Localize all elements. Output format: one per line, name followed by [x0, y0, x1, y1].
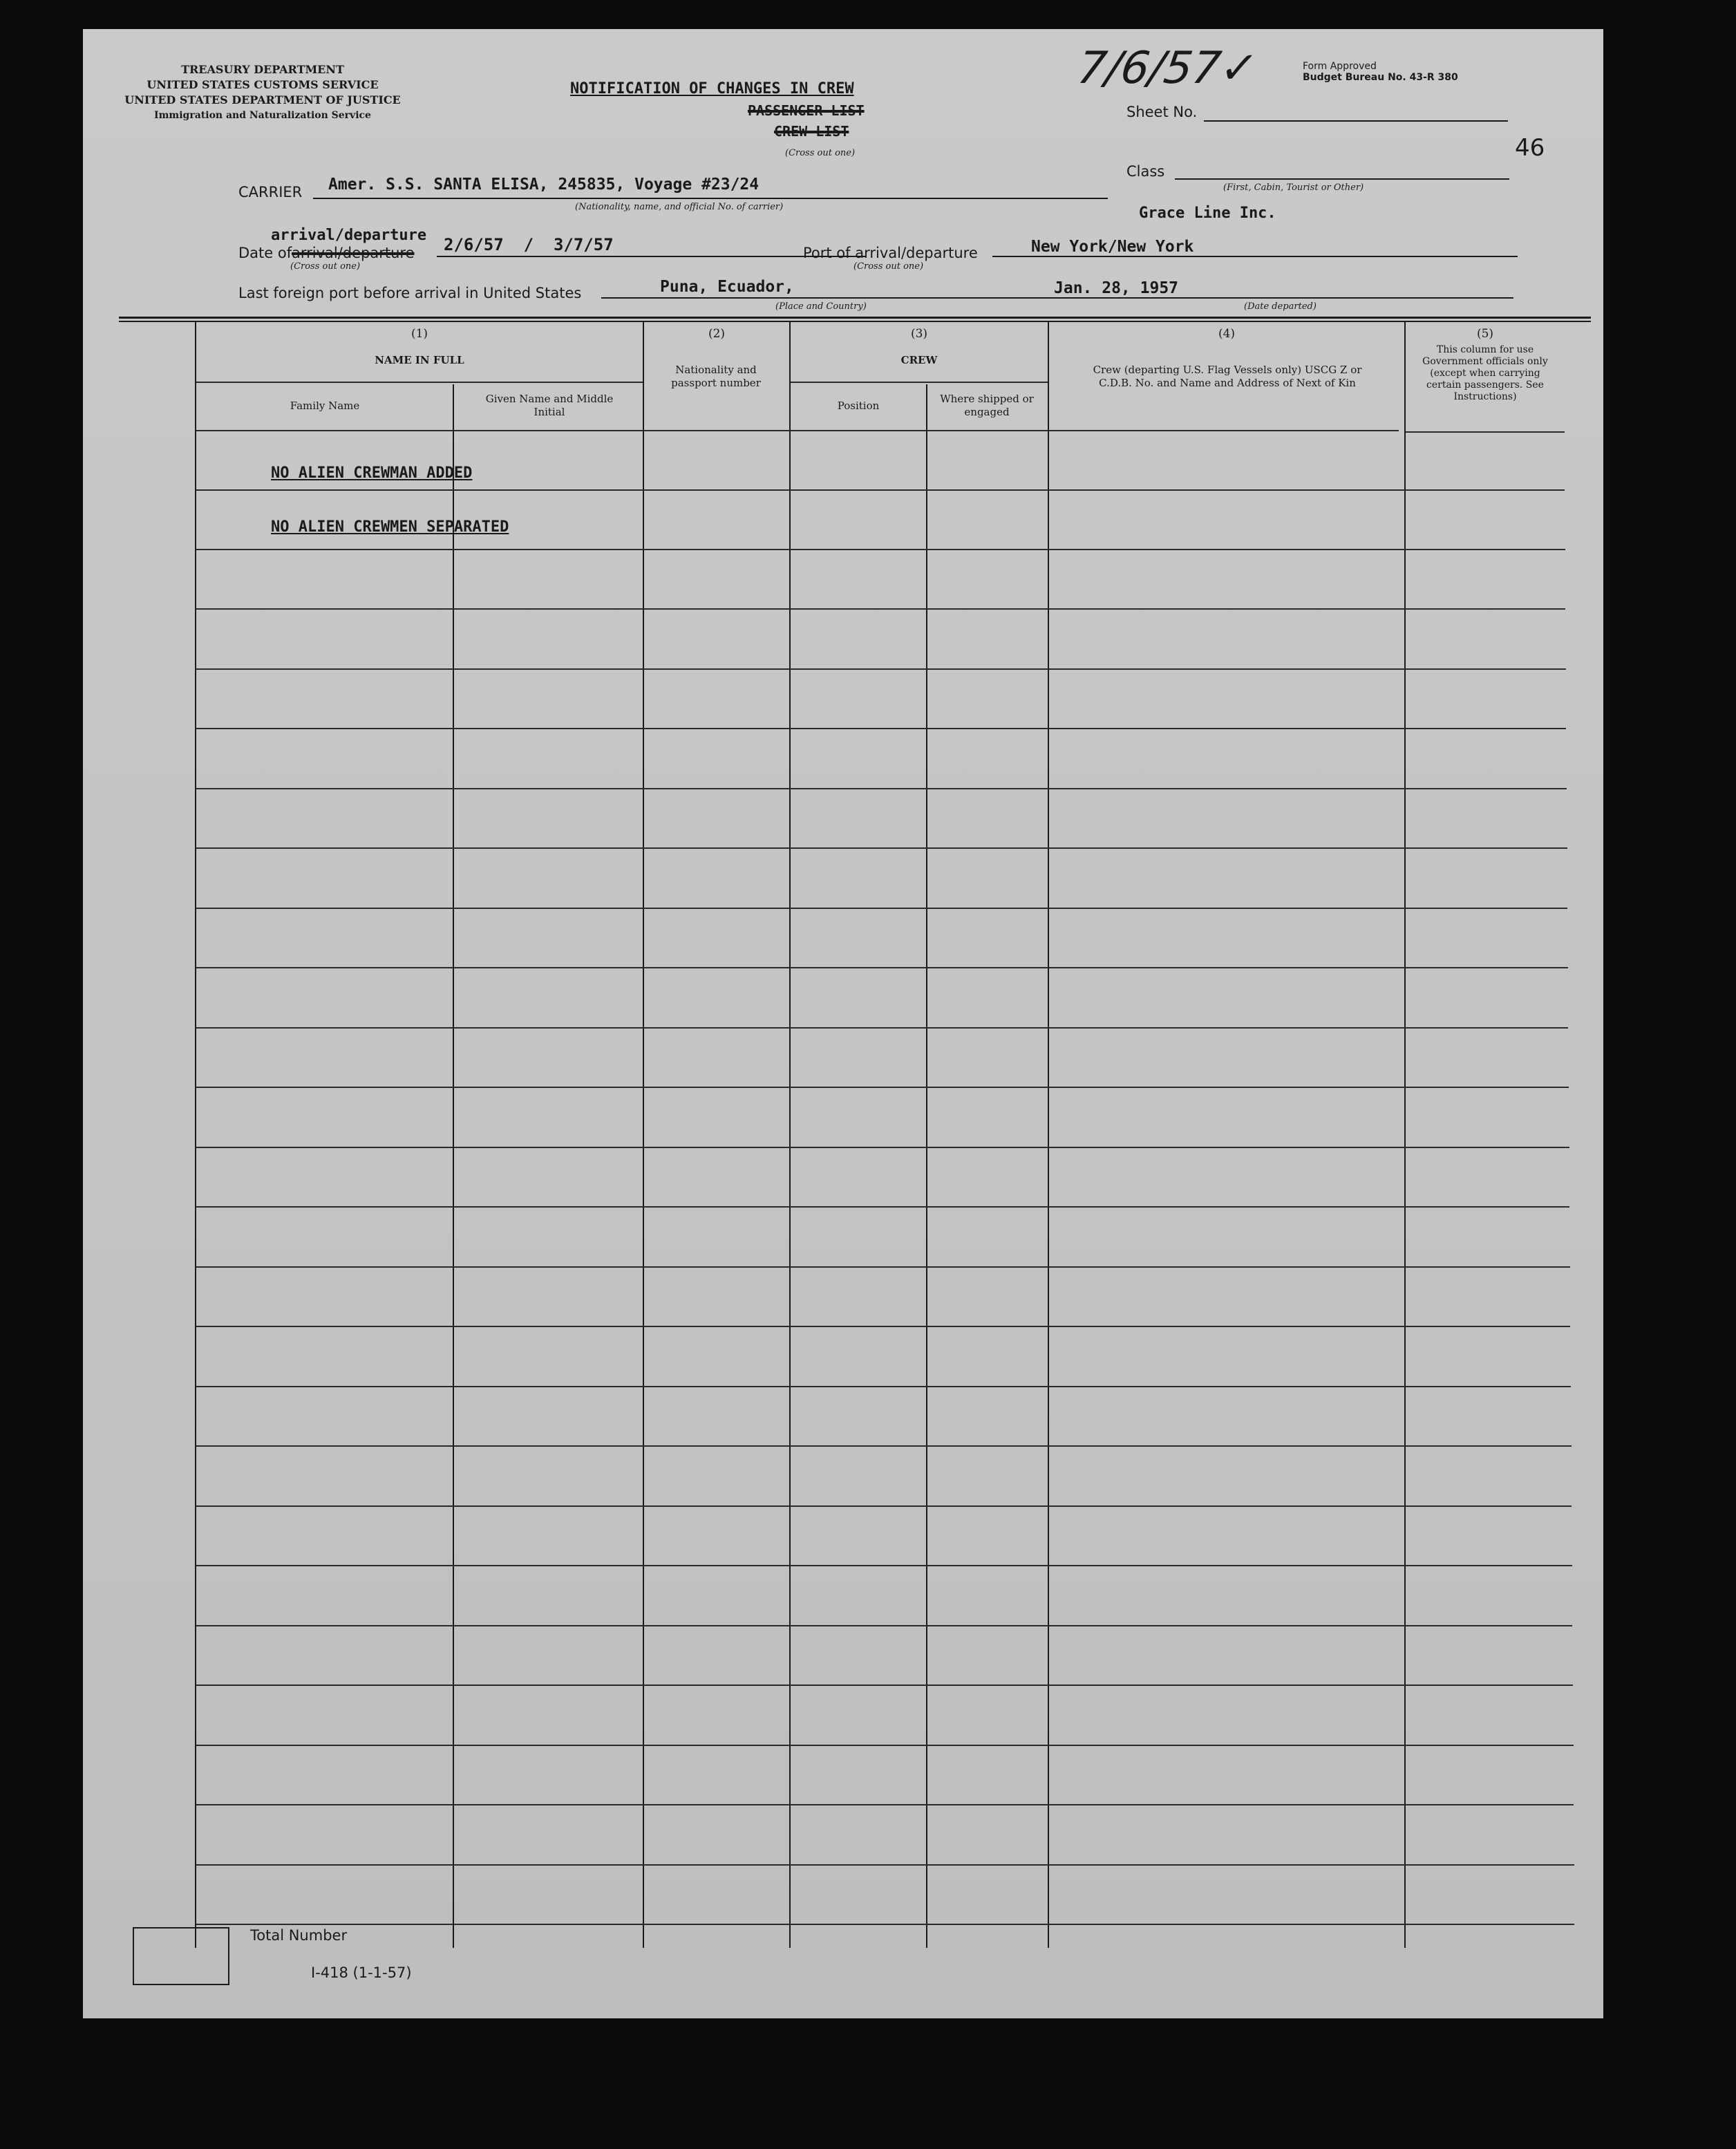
last-port-label: Last foreign port before arrival in United States — [238, 285, 582, 301]
port-line — [992, 256, 1518, 257]
table-row-rule — [196, 908, 1567, 909]
class-label: Class — [1126, 163, 1165, 180]
table-row-rule — [196, 967, 1568, 968]
table-top-rule-2 — [119, 321, 1591, 322]
class-line — [1175, 178, 1509, 180]
col5-government-use: This column for use Government officials only (except when carrying certain passengers. See Instructions) — [1422, 344, 1548, 402]
form-number: I-418 (1-1-57) — [311, 1964, 412, 1981]
port-hint: (Cross out one) — [853, 261, 924, 272]
port-label: Port of arrival/departure — [803, 245, 978, 261]
col2-nationality: Nationality and passport number — [671, 364, 761, 389]
sheet-label: Sheet No. — [1126, 104, 1198, 120]
last-port-date: Jan. 28, 1957 — [1054, 279, 1179, 297]
total-number-label: Total Number — [250, 1927, 348, 1944]
col-divider-3a-3b — [926, 384, 927, 1948]
table-row-rule — [196, 1027, 1568, 1029]
header-bottom-line-col5 — [1406, 431, 1565, 433]
table-row-rule — [196, 1565, 1572, 1566]
form-page — [83, 29, 1603, 2018]
col4-crew-info: Crew (departing U.S. Flag Vessels only) USCG Z or C.D.B. No. and Name and Address of Next of Kin — [1093, 364, 1362, 389]
passenger-list-option: PASSENGER LIST — [748, 102, 865, 119]
table-row-rule — [196, 1266, 1570, 1268]
table-row-rule — [196, 1685, 1573, 1686]
col-divider-1-2 — [643, 322, 644, 1948]
table-row-rule — [196, 1745, 1574, 1746]
col-divider-3-4 — [1048, 322, 1049, 1948]
budget-bureau: Budget Bureau No. 43-R 380 — [1303, 72, 1458, 83]
table-row-rule — [196, 1087, 1569, 1088]
table-row-rule — [196, 1445, 1572, 1447]
col3b-where-shipped: Where shipped or engaged — [940, 393, 1034, 418]
last-port-place: Puna, Ecuador, — [660, 278, 794, 296]
table-top-rule — [119, 317, 1591, 319]
carrier-hint: (Nationality, name, and official No. of carrier) — [575, 202, 784, 212]
col-divider-4-5 — [1404, 322, 1406, 1948]
treasury-dept: TREASURY DEPARTMENT — [181, 63, 344, 76]
col1-number: (1) — [411, 327, 428, 341]
justice-dept: UNITED STATES DEPARTMENT OF JUSTICE — [124, 93, 401, 106]
col3-title: CREW — [900, 354, 938, 366]
table-row-rule — [196, 549, 1565, 550]
col3-number: (3) — [910, 327, 928, 341]
table-row-rule — [196, 1625, 1572, 1626]
table-row-rule — [196, 1326, 1570, 1327]
ins: Immigration and Naturalization Service — [154, 110, 371, 121]
col3-subheader-line — [791, 382, 1048, 383]
handwritten-date: 7/6/57✓ — [1074, 43, 1261, 94]
crew-list-option: CREW LIST — [774, 123, 849, 140]
company-name: Grace Line Inc. — [1139, 205, 1276, 222]
table-row-rule — [196, 1147, 1569, 1148]
col1-title: NAME IN FULL — [375, 354, 464, 366]
col5-number: (5) — [1476, 327, 1494, 341]
table-row-rule — [196, 788, 1567, 789]
col1b-given-name: Given Name and Middle Initial — [485, 393, 614, 418]
date-type-typed: arrival/departure — [271, 227, 427, 244]
col1-subheader-line — [196, 382, 643, 383]
customs-service: UNITED STATES CUSTOMS SERVICE — [147, 78, 379, 91]
date-of-label: Date of — [238, 245, 292, 261]
form-title: NOTIFICATION OF CHANGES IN CREW — [570, 80, 854, 97]
table-row-rule — [196, 1804, 1574, 1805]
col-divider-2-3 — [789, 322, 791, 1948]
table-row-rule — [196, 1206, 1569, 1208]
place-hint: (Place and Country) — [775, 301, 867, 312]
title-cross-out-note: (Cross out one) — [785, 148, 856, 158]
date-value: 2/6/57 / 3/7/57 — [444, 235, 614, 254]
form-approved: Form Approved — [1303, 61, 1377, 72]
port-value: New York/New York — [1031, 238, 1194, 256]
carrier-value: Amer. S.S. SANTA ELISA, 245835, Voyage #23/24 — [328, 176, 760, 194]
no-crewman-added: NO ALIEN CREWMAN ADDED — [271, 464, 473, 482]
last-port-line — [601, 297, 1513, 299]
carrier-line — [313, 198, 1108, 199]
class-hint: (First, Cabin, Tourist or Other) — [1223, 182, 1364, 193]
total-number-box — [133, 1927, 229, 1985]
table-row-rule — [196, 847, 1567, 849]
date-departed-hint: (Date departed) — [1244, 301, 1317, 312]
col3a-position: Position — [837, 400, 880, 412]
table-row-rule — [196, 489, 1565, 491]
no-crewmen-separated: NO ALIEN CREWMEN SEPARATED — [271, 518, 509, 536]
table-row-rule — [196, 1864, 1574, 1866]
table-left-border — [195, 322, 196, 1948]
agency-heading — [124, 62, 401, 123]
date-line — [437, 256, 865, 257]
date-of-struck: arrival/departure — [292, 245, 415, 261]
carrier-label: CARRIER — [238, 184, 303, 200]
sheet-line — [1204, 120, 1508, 122]
table-row-rule — [196, 1386, 1571, 1387]
col1a-family-name: Family Name — [290, 400, 360, 412]
col2-number: (2) — [708, 327, 726, 341]
table-row-rule — [196, 608, 1565, 610]
table-row-rule — [196, 668, 1566, 670]
table-row-rule — [196, 1505, 1572, 1507]
date-hint: (Cross out one) — [290, 261, 361, 272]
col4-number: (4) — [1218, 327, 1236, 341]
header-bottom-line — [196, 430, 1399, 431]
col-divider-1a-1b — [453, 384, 454, 1948]
table-row-rule — [196, 1924, 1574, 1925]
table-row-rule — [196, 728, 1566, 729]
page-number: 46 — [1515, 134, 1545, 162]
